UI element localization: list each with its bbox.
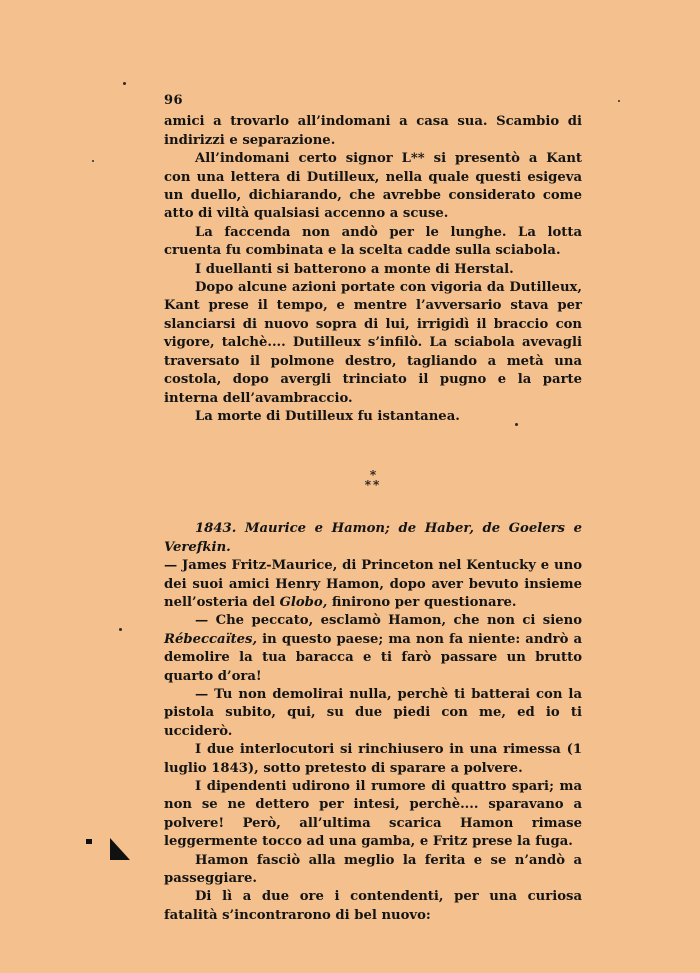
paragraph-wound: Hamon fasciò alla meglio la ferita e se n’andò a passeggiare.	[164, 852, 582, 887]
scan-speck	[123, 82, 126, 85]
paragraph-shed: I due interlocutori si rinchiusero in una rimessa (1 luglio 1843), sotto pretesto di sparare a polvere.	[164, 742, 582, 776]
page-number: 96	[164, 93, 184, 108]
intro-italic: Globo,	[279, 594, 328, 610]
paragraph-intro	[164, 557, 582, 612]
paragraph-location: I duellanti si batterono a monte di Herstal.	[195, 261, 514, 277]
intro-text: — James Fritz-Maurice, di Princeton nel Kentucky e uno dei suoi amici Henry Hamon, dopo aver bevuto insieme nell’osteria del	[164, 558, 582, 610]
asterism-separator	[164, 468, 582, 493]
paragraph-fritz-reply: — Tu non demolirai nulla, perchè ti batterai con la pistola subito, qui, su due piedi con me, ed io ti ucciderò.	[164, 686, 582, 739]
hamon-speech-a: — Che peccato, esclamò Hamon, che non ci sieno	[195, 613, 582, 629]
separator-star-top: *	[369, 468, 377, 483]
scan-speck	[618, 100, 620, 102]
paragraph-shots: I dipendenti udirono il rumore di quattro spari; ma non se ne dettero per intesi, perchè.... sparavano a polvere! Però, all’ultima scarica Hamon rimase leggermente tocco ad una gamba, e Fritz prese la fuga.	[164, 779, 582, 850]
scan-speck	[92, 160, 94, 162]
paragraph-continuation: amici a trovarlo all’indomani a casa sua. Scambio di indirizzi e separazione.	[164, 114, 582, 148]
scan-speck	[515, 423, 518, 426]
paragraph-hamon-speech	[164, 612, 582, 686]
hamon-speech-italic: Rébeccaïtes,	[164, 631, 258, 647]
paragraph-duel-account: Dopo alcune azioni portate con vigoria da Dutilleux, Kant prese il tempo, e mentre l’avversario stava per slanciarsi di nuovo sopra di lui, irrigidì il braccio con vigore, talchè.... Dutilleux s’infilò. La sciabola avevagli traversato il polmone destro, tagliando a metà una costola, dopo avergli trinciato il pugno e la parte interna dell’avambraccio.	[164, 280, 582, 406]
scan-speck	[119, 628, 122, 631]
paragraph-fight-arranged: La faccenda non andò per le lunghe. La lotta cruenta fu combinata e la scelta cadde sulla sciabola.	[164, 224, 582, 259]
scan-artifact-dot	[86, 839, 92, 844]
separator-star-bottom: **	[364, 478, 382, 493]
hamon-speech-b: in questo paese; ma non fa niente: andrò a demolire la tua baracca e ti farò passare un brutto quarto d’ora!	[164, 631, 583, 684]
paragraph-meet-again: Di lì a due ore i contendenti, per una curiosa fatalità s’incontrarono di bel nuovo:	[164, 889, 582, 923]
section-heading: 1843. Maurice e Hamon; de Haber, de Goelers e Verefkin.	[164, 521, 582, 555]
page-content	[164, 92, 582, 925]
scan-artifact-corner	[110, 838, 130, 860]
intro-text-end: finirono per questionare.	[331, 594, 517, 610]
paragraph-letter: All’indomani certo signor L** si presentò a Kant con una lettera di Dutilleux, nella quale questi esigeva un duello, dichiarando, che avrebbe considerato come atto di viltà qualsiasi accenno a scuse.	[164, 151, 582, 222]
paragraph-death: La morte di Dutilleux fu istantanea.	[195, 408, 460, 424]
